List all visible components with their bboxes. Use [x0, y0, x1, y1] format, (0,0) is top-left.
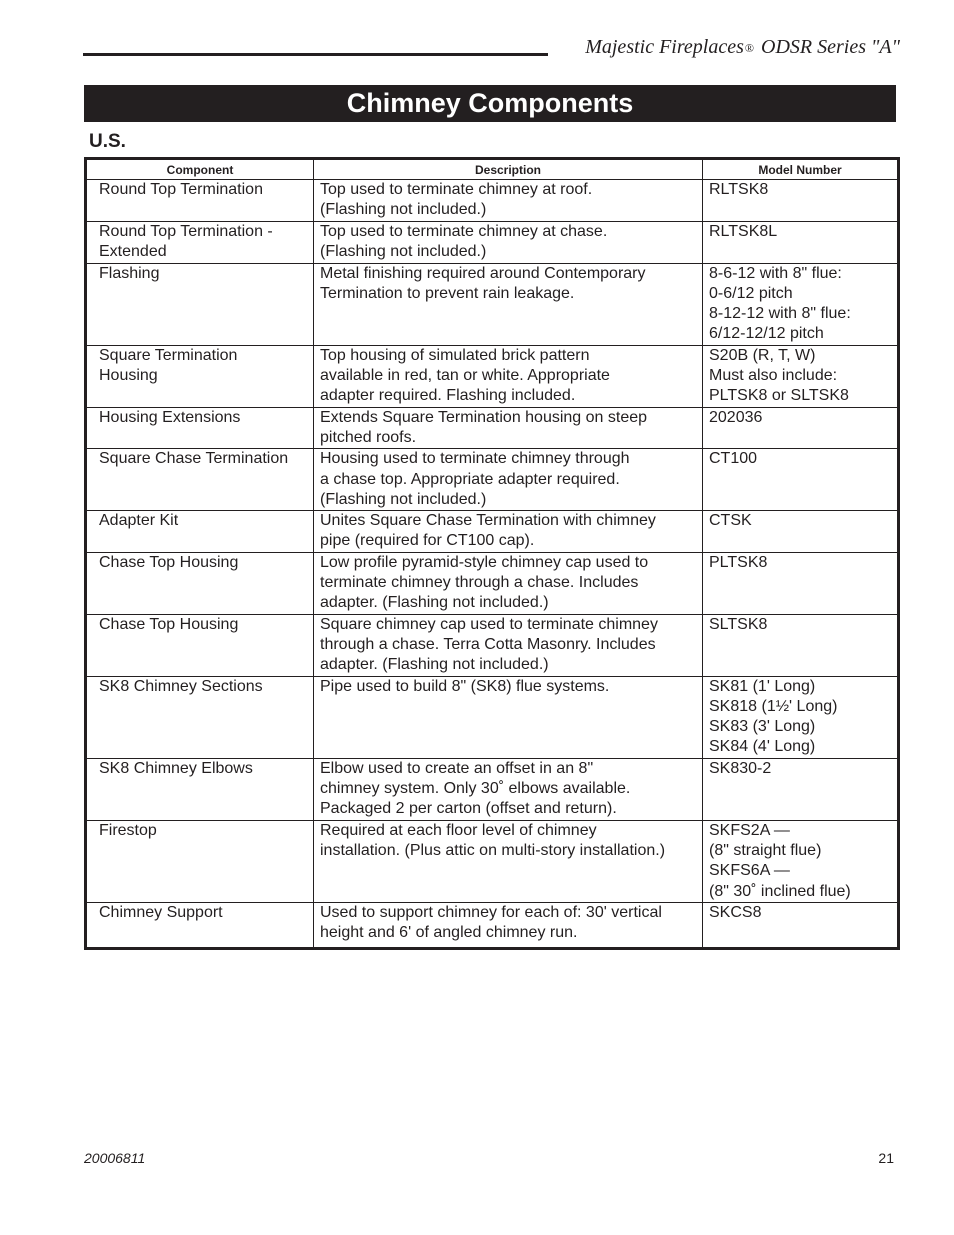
table-row [86, 180, 899, 222]
component-cell: Square Termination Housing [86, 345, 314, 407]
model-number-cell: PLTSK8 [703, 552, 899, 614]
model-number-cell: RLTSK8L [703, 222, 899, 264]
model-number-cell: 8-6-12 with 8" flue: 0-6/12 pitch 8-12-12 with 8" flue: 6/12-12/12 pitch [703, 263, 899, 345]
header-title [585, 36, 900, 59]
model-number-cell: CT100 [703, 449, 899, 511]
description-cell: Housing used to terminate chimney through a chase top. Appropriate adapter required. (Flashing not included.) [314, 449, 703, 511]
component-cell: Chase Top Housing [86, 614, 314, 676]
table-row [86, 449, 899, 511]
description-cell: Used to support chimney for each of: 30' vertical height and 6' of angled chimney run. [314, 902, 703, 948]
description-cell: Required at each floor level of chimney installation. (Plus attic on multi-story installation.) [314, 820, 703, 902]
components-table [84, 157, 900, 950]
header-brand: Majestic Fireplaces [585, 36, 744, 58]
component-cell: Housing Extensions [86, 407, 314, 449]
model-number-cell: CTSK [703, 511, 899, 553]
description-cell: Pipe used to build 8" (SK8) flue systems. [314, 676, 703, 758]
description-cell: Top used to terminate chimney at chase. (Flashing not included.) [314, 222, 703, 264]
component-cell: Chase Top Housing [86, 552, 314, 614]
description-cell: Top housing of simulated brick pattern available in red, tan or white. Appropriate adapter required. Flashing included. [314, 345, 703, 407]
model-number-cell: S20B (R, T, W) Must also include: PLTSK8 or SLTSK8 [703, 345, 899, 407]
table-row [86, 407, 899, 449]
column-header-component: Component [86, 159, 314, 180]
component-cell: Firestop [86, 820, 314, 902]
description-cell: Top used to terminate chimney at roof. (Flashing not included.) [314, 180, 703, 222]
page-number: 21 [878, 1150, 894, 1166]
table-row [86, 758, 899, 820]
component-cell: Flashing [86, 263, 314, 345]
component-cell: Round Top Termination - Extended [86, 222, 314, 264]
model-number-cell: SKCS8 [703, 902, 899, 948]
region-heading: U.S. [89, 131, 126, 152]
column-header-model-number: Model Number [703, 159, 899, 180]
description-cell: Elbow used to create an offset in an 8" chimney system. Only 30˚ elbows available. Packaged 2 per carton (offset and return). [314, 758, 703, 820]
component-cell: Round Top Termination [86, 180, 314, 222]
model-number-cell: SLTSK8 [703, 614, 899, 676]
table-row [86, 820, 899, 902]
model-number-cell: 202036 [703, 407, 899, 449]
header-series: ODSR Series "A" [761, 36, 900, 58]
component-cell: Square Chase Termination [86, 449, 314, 511]
table-row [86, 614, 899, 676]
model-number-cell: SK830-2 [703, 758, 899, 820]
table-row [86, 263, 899, 345]
header-rule [83, 53, 548, 56]
component-cell: Chimney Support [86, 902, 314, 948]
table-row [86, 345, 899, 407]
description-cell: Low profile pyramid-style chimney cap used to terminate chimney through a chase. Includes adapter. (Flashing not included.) [314, 552, 703, 614]
document-number: 20006811 [84, 1150, 146, 1166]
description-cell: Metal finishing required around Contemporary Termination to prevent rain leakage. [314, 263, 703, 345]
table-row [86, 902, 899, 948]
registered-mark: ® [744, 41, 754, 55]
model-number-cell: RLTSK8 [703, 180, 899, 222]
table-row [86, 222, 899, 264]
table-row [86, 552, 899, 614]
table-row [86, 676, 899, 758]
description-cell: Extends Square Termination housing on steep pitched roofs. [314, 407, 703, 449]
component-cell: SK8 Chimney Sections [86, 676, 314, 758]
model-number-cell: SKFS2A — (8" straight flue) SKFS6A — (8" 30˚ inclined flue) [703, 820, 899, 902]
description-cell: Square chimney cap used to terminate chimney through a chase. Terra Cotta Masonry. Includes adapter. (Flashing not included.) [314, 614, 703, 676]
component-cell: SK8 Chimney Elbows [86, 758, 314, 820]
component-cell: Adapter Kit [86, 511, 314, 553]
model-number-cell: SK81 (1' Long) SK818 (1½' Long) SK83 (3' Long) SK84 (4' Long) [703, 676, 899, 758]
page-title: Chimney Components [84, 85, 896, 122]
description-cell: Unites Square Chase Termination with chimney pipe (required for CT100 cap). [314, 511, 703, 553]
table-row [86, 511, 899, 553]
table-header-row [86, 159, 899, 180]
column-header-description: Description [314, 159, 703, 180]
